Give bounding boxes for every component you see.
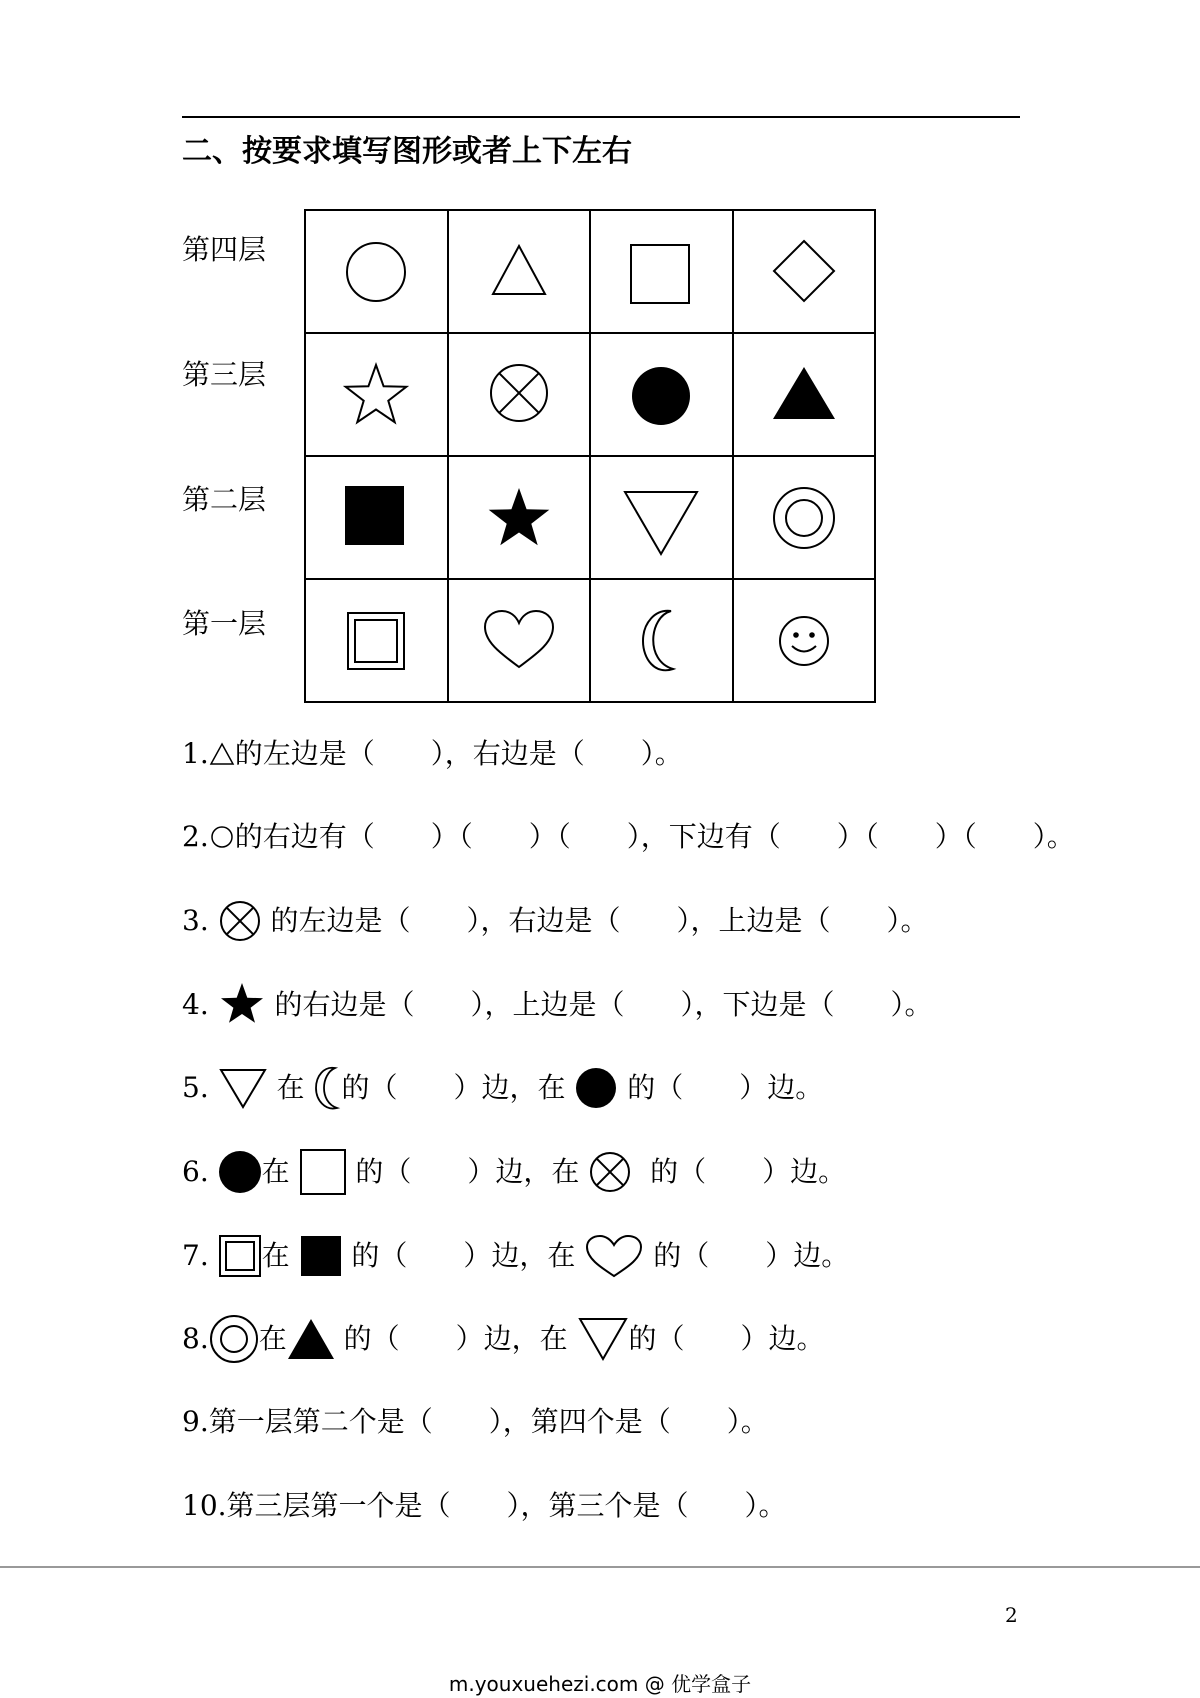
- question-number: 4.: [182, 988, 218, 1021]
- section-title: 二、按要求填写图形或者上下左右: [182, 134, 632, 169]
- question-text: 的（ ）边。: [632, 1155, 847, 1188]
- triangle-filled-icon: [764, 355, 844, 435]
- heart-outline-icon: [479, 601, 559, 681]
- grid-cell: [305, 579, 448, 702]
- grid-cell: [590, 210, 733, 333]
- row-label-4: 第四层: [182, 233, 267, 266]
- grid-cell: [448, 579, 591, 702]
- question-number: 10.: [182, 1489, 227, 1522]
- question-text: 在: [258, 1322, 287, 1355]
- footer-rule: [0, 1566, 1200, 1568]
- question-7: [182, 1236, 849, 1276]
- row-label-2: 第二层: [182, 483, 267, 516]
- question-text: 的（ ）边，在: [341, 1071, 575, 1104]
- diamond-outline-icon: [764, 232, 844, 312]
- star-filled-icon: [218, 981, 266, 1029]
- row-label-1: 第一层: [182, 607, 267, 640]
- triangle-outline-icon: [479, 232, 559, 312]
- question-2: [182, 817, 1075, 857]
- triangle-filled-icon: [287, 1317, 335, 1361]
- heart-outline-icon: [584, 1233, 644, 1279]
- question-5: [182, 1068, 823, 1108]
- question-number: 5.: [182, 1071, 218, 1104]
- triangle-down-outline-icon: [577, 1315, 629, 1363]
- question-text: 的（ ）边，在: [342, 1239, 585, 1272]
- question-text: 的右边是（ ），上边是（ ），下边是（ ）。: [265, 988, 933, 1021]
- grid-cell: [448, 333, 591, 456]
- double-square-icon: [218, 1234, 262, 1278]
- grid-row-4: [305, 210, 875, 333]
- question-number: 7.: [182, 1239, 218, 1272]
- question-text: 的（ ）边。: [644, 1239, 850, 1272]
- question-3: [182, 901, 929, 941]
- grid-cell: [590, 456, 733, 579]
- circle-x-icon: [218, 899, 262, 943]
- circle-filled-icon: [574, 1066, 618, 1110]
- page-number: 2: [1005, 1603, 1018, 1627]
- question-text: 在: [261, 1155, 299, 1188]
- question-number: 3.: [182, 904, 218, 937]
- double-square-icon: [336, 601, 416, 681]
- grid-cell: [590, 579, 733, 702]
- question-text: 的（ ）边，在: [334, 1322, 577, 1355]
- circle-x-icon: [588, 1150, 632, 1194]
- circle-filled-icon: [621, 355, 701, 435]
- circle-outline-icon: [209, 824, 235, 850]
- question-number: 8.: [182, 1322, 209, 1355]
- question-number: 2.: [182, 820, 209, 853]
- smiley-face-icon: [764, 601, 844, 681]
- crescent-outline-icon: [313, 1064, 341, 1112]
- question-6: [182, 1152, 846, 1192]
- question-10: [182, 1486, 787, 1526]
- question-text: 的右边有（ ）（ ）（ ），下边有（ ）（ ）（ ）。: [234, 820, 1075, 853]
- grid-cell: [448, 456, 591, 579]
- grid-row-3: [305, 333, 875, 456]
- shape-grid: [304, 209, 876, 703]
- triangle-down-outline-icon: [218, 1066, 268, 1110]
- question-9: [182, 1402, 769, 1442]
- question-text: 的（ ）边。: [628, 1322, 825, 1355]
- row-label-3: 第三层: [182, 358, 267, 391]
- grid-cell: [733, 210, 876, 333]
- square-outline-icon: [299, 1148, 347, 1196]
- question-text: 第三层第一个是（ ），第三个是（ ）。: [226, 1489, 787, 1522]
- grid-row-2: [305, 456, 875, 579]
- question-1: [182, 734, 683, 774]
- triangle-outline-icon: [209, 741, 235, 767]
- question-text: 的左边是（ ），右边是（ ），上边是（ ）。: [261, 904, 929, 937]
- circle-x-icon: [479, 355, 559, 435]
- question-text: 的左边是（ ），右边是（ ）。: [234, 737, 683, 770]
- question-text: 的（ ）边，在: [346, 1155, 589, 1188]
- grid-cell: [733, 333, 876, 456]
- question-text: 第一层第二个是（ ），第四个是（ ）。: [208, 1405, 769, 1438]
- double-circle-icon: [764, 478, 844, 558]
- question-number: 1.: [182, 737, 209, 770]
- question-text: 在: [261, 1239, 299, 1272]
- star-filled-icon: [479, 478, 559, 558]
- question-number: 9.: [182, 1405, 209, 1438]
- question-4: [182, 985, 933, 1025]
- footer-watermark: m.youxuehezi.com @ 优学盒子: [448, 1672, 752, 1696]
- grid-cell: [305, 456, 448, 579]
- header-rule: [182, 116, 1020, 118]
- question-8: [182, 1319, 825, 1359]
- grid-cell: [733, 456, 876, 579]
- square-filled-icon: [299, 1234, 343, 1278]
- grid-cell: [590, 333, 733, 456]
- circle-filled-icon: [218, 1150, 262, 1194]
- circle-outline-icon: [336, 232, 416, 312]
- square-filled-icon: [336, 478, 416, 558]
- square-outline-icon: [621, 232, 701, 312]
- grid-row-1: [305, 579, 875, 702]
- star-outline-icon: [336, 355, 416, 435]
- question-text: 的（ ）边。: [618, 1071, 824, 1104]
- question-number: 6.: [182, 1155, 218, 1188]
- grid-cell: [305, 333, 448, 456]
- grid-cell: [733, 579, 876, 702]
- crescent-outline-icon: [621, 601, 701, 681]
- grid-cell: [448, 210, 591, 333]
- grid-cell: [305, 210, 448, 333]
- double-circle-icon: [209, 1314, 259, 1364]
- question-text: 在: [267, 1071, 314, 1104]
- triangle-down-outline-icon: [621, 478, 701, 558]
